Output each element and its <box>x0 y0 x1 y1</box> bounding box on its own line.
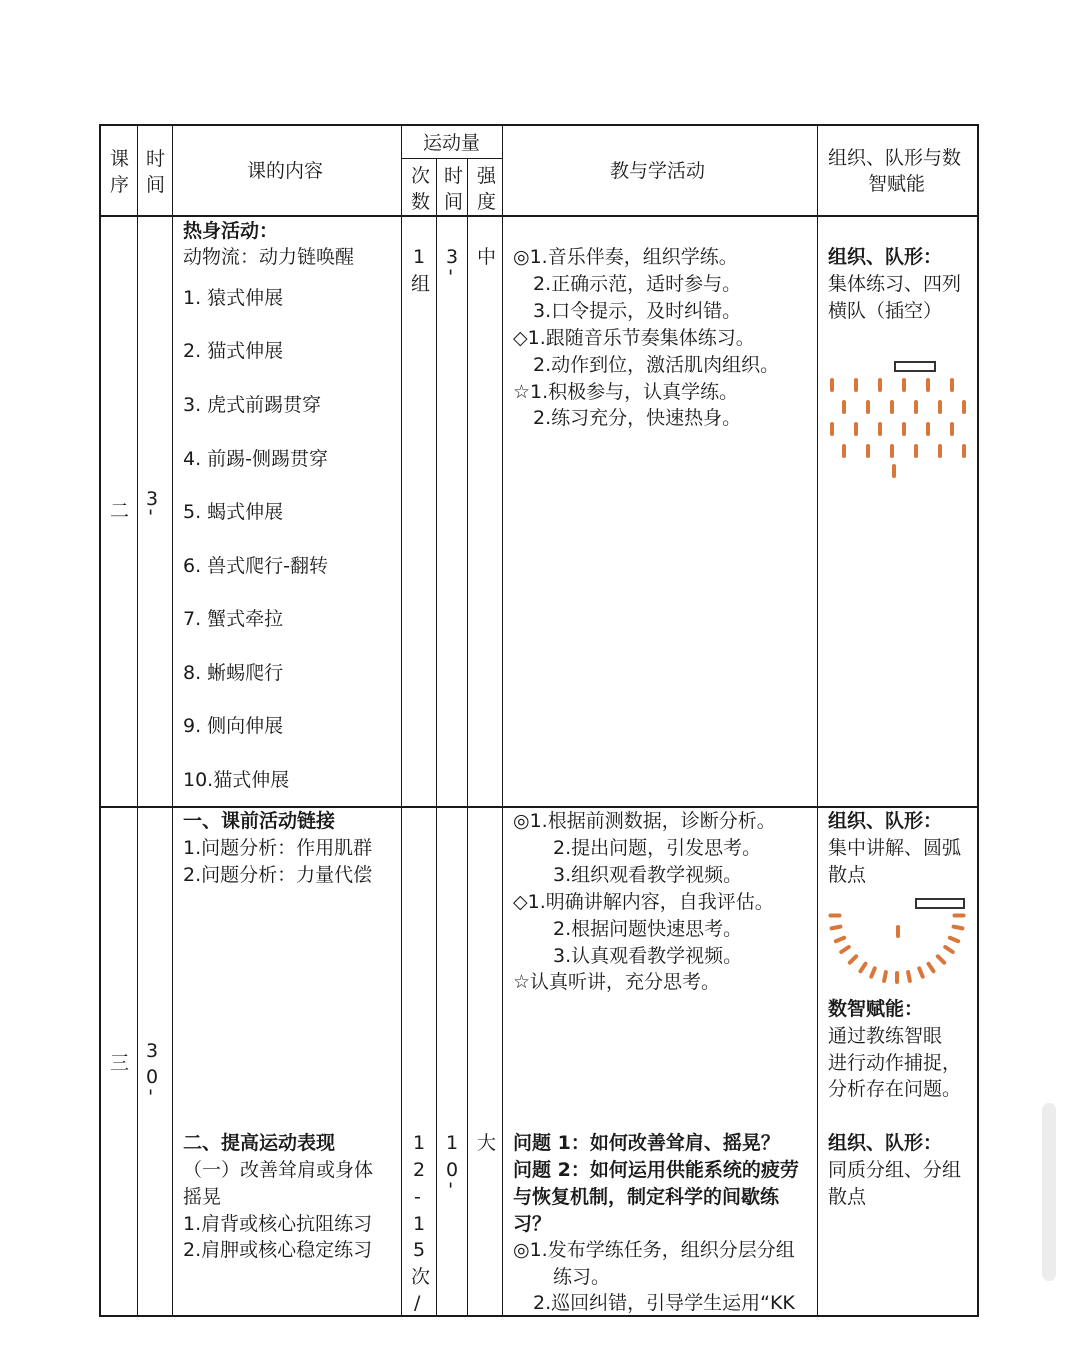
student-figure-icon <box>830 378 834 392</box>
section2-content-title: 热身活动： <box>183 220 279 242</box>
student-figure-icon <box>950 422 954 436</box>
section3-part1-activity: ☆认真听讲，充分思考。 <box>513 971 721 993</box>
section2-item: 4. 前踢-侧踢贯穿 <box>183 448 329 470</box>
student-figure-icon <box>938 444 942 458</box>
section3-part1-item: 1.问题分析：作用肌群 <box>183 837 373 859</box>
section3-ai-line: 进行动作捕捉， <box>828 1052 962 1074</box>
formation-four-rows-diagram <box>830 378 975 478</box>
section2-activity: 2.正确示范，适时参与。 <box>533 273 742 295</box>
section2-duration-2: ' <box>448 266 454 288</box>
student-figure-icon <box>914 400 918 414</box>
section3-part2-duration: 1 <box>446 1132 459 1154</box>
section3-part2-activity: 问题 2：如何运用供能系统的疲劳 <box>513 1159 799 1181</box>
section2-org-line: 集体练习、四列 <box>828 273 962 295</box>
section2-item: 9. 侧向伸展 <box>183 715 284 737</box>
header-org-2: 智赋能 <box>868 173 926 195</box>
student-figure-icon <box>890 400 894 414</box>
section2-item: 10.猫式伸展 <box>183 769 290 791</box>
section3-part2-count: / <box>414 1292 421 1314</box>
section2-item: 5. 蝎式伸展 <box>183 501 284 523</box>
section2-activity: 3.口令提示，及时纠错。 <box>533 300 742 322</box>
col-line-5 <box>467 158 468 1317</box>
section3-part1-activity: 3.认真观看教学视频。 <box>553 945 743 967</box>
section3-ai-title: 数智赋能： <box>828 998 924 1020</box>
student-figure-icon <box>857 961 868 974</box>
section3-part1-activity: ◇1.明确讲解内容，自我评估。 <box>513 891 774 913</box>
student-figure-icon <box>951 924 965 930</box>
student-figure-icon <box>942 945 955 956</box>
section2-item: 1. 猿式伸展 <box>183 287 284 309</box>
student-figure-icon <box>926 961 937 974</box>
section3-part2-sub: （一）改善耸肩或身体 <box>183 1159 374 1181</box>
section2-activity: ☆1.积极参与，认真学练。 <box>513 381 739 403</box>
student-figure-icon <box>854 422 858 436</box>
section3-part1-org-line: 散点 <box>828 864 867 886</box>
section2-count-2: 组 <box>411 273 431 295</box>
student-figure-icon <box>866 400 870 414</box>
col-line-3 <box>401 124 402 1317</box>
student-figure-icon <box>902 422 906 436</box>
section3-time-2: 0 <box>146 1066 159 1088</box>
section3-part2-item: 2.肩胛或核心稳定练习 <box>183 1239 373 1261</box>
header-ke-xu-2: 序 <box>110 174 130 196</box>
section3-part2-org-line: 散点 <box>828 1186 867 1208</box>
section3-part2-activity: 与恢复机制，制定科学的间歇练 <box>513 1186 780 1208</box>
teacher-board-icon <box>915 898 965 909</box>
section3-seq: 三 <box>110 1052 130 1074</box>
student-figure-icon <box>926 378 930 392</box>
section3-part2-count: 5 <box>413 1239 426 1261</box>
student-figure-icon <box>947 935 961 944</box>
student-figure-icon <box>878 378 882 392</box>
section3-part2-count: 1 <box>413 1132 426 1154</box>
section3-part2-activity: ◎1.发布学练任务，组织分层分组 <box>513 1239 795 1261</box>
student-figure-icon <box>890 444 894 458</box>
student-figure-icon <box>847 953 859 965</box>
section3-part2-activity: 2.巡回纠错，引导学生运用“KK <box>533 1292 795 1314</box>
section3-part2-org-line: 同质分组、分组 <box>828 1159 962 1181</box>
section2-content-subtitle: 动物流：动力链唤醒 <box>183 246 355 268</box>
section2-time-2: ' <box>148 506 154 528</box>
section2-time-1: 3 <box>146 488 159 510</box>
student-figure-icon <box>902 378 906 392</box>
teacher-board-icon <box>894 361 936 372</box>
section2-count-1: 1 <box>413 246 426 268</box>
section2-org-line: 横队（插空） <box>828 300 943 322</box>
section3-part1-org-line: 集中讲解、圆弧 <box>828 837 962 859</box>
student-figure-icon <box>866 444 870 458</box>
section2-org-title: 组织、队形： <box>828 246 943 268</box>
col-line-2 <box>172 124 173 1317</box>
section3-part1-activity: 3.组织观看教学视频。 <box>553 864 743 886</box>
student-figure-icon <box>869 966 878 980</box>
section2-item: 2. 猫式伸展 <box>183 340 284 362</box>
scrollbar-thumb[interactable] <box>1042 1103 1056 1281</box>
section3-time-3: ' <box>148 1086 154 1108</box>
student-figure-icon <box>830 422 834 436</box>
header-shi-jian-1: 时 <box>146 148 166 170</box>
section2-seq: 二 <box>110 500 130 522</box>
section3-part2-count: - <box>414 1186 421 1208</box>
section2-item: 6. 兽式爬行-翻转 <box>183 555 329 577</box>
col-line-8 <box>977 124 979 1317</box>
section3-time-1: 3 <box>146 1040 159 1062</box>
section3-part1-activity: 2.根据问题快速思考。 <box>553 918 743 940</box>
col-line-7 <box>817 124 818 1317</box>
section2-activity: ◎1.音乐伴奏，组织学练。 <box>513 246 738 268</box>
student-figure-icon <box>962 444 966 458</box>
student-figure-icon <box>950 378 954 392</box>
table-border-top <box>99 124 979 126</box>
section3-part1-activity: 2.提出问题，引发思考。 <box>553 837 762 859</box>
student-figure-icon <box>935 953 947 965</box>
header-ke-xu-1: 课 <box>110 148 130 170</box>
header-content: 课的内容 <box>247 160 324 182</box>
header-org-1: 组织、队形与数 <box>828 147 962 169</box>
header-shi-jian-2: 间 <box>146 174 166 196</box>
section3-ai-line: 分析存在问题。 <box>828 1078 962 1100</box>
student-figure-icon <box>839 945 852 956</box>
section2-item: 8. 蜥蜴爬行 <box>183 662 284 684</box>
student-figure-icon <box>829 914 842 918</box>
student-figure-icon <box>916 966 925 980</box>
section3-part2-duration: 0 <box>446 1159 459 1181</box>
col-line-0 <box>99 124 101 1317</box>
section2-activity: 2.练习充分，快速热身。 <box>533 407 742 429</box>
student-figure-icon <box>854 378 858 392</box>
section3-part1-org-title: 组织、队形： <box>828 810 943 832</box>
section2-intensity: 中 <box>477 246 497 268</box>
section3-part2-intensity: 大 <box>477 1132 497 1154</box>
student-figure-icon <box>926 422 930 436</box>
student-figure-icon <box>953 914 966 918</box>
header-intensity-1: 强 <box>477 165 497 187</box>
col-line-6 <box>502 124 503 1317</box>
section3-part1-title: 一、课前活动链接 <box>183 810 336 832</box>
header-divider <box>99 215 979 217</box>
section3-part2-count: 次 <box>411 1266 431 1288</box>
load-subheader-divider <box>401 158 502 159</box>
section2-activity: 2.动作到位，激活肌肉组织。 <box>533 354 780 376</box>
section3-part2-activity: 习？ <box>513 1213 552 1235</box>
section3-part2-item: 1.肩背或核心抗阻练习 <box>183 1213 373 1235</box>
section3-part2-activity: 练习。 <box>553 1266 611 1288</box>
section3-part2-sub: 摇晃 <box>183 1186 222 1208</box>
section3-part2-count: 1 <box>413 1213 426 1235</box>
header-time-2: 间 <box>444 191 464 213</box>
section3-part1-item: 2.问题分析：力量代偿 <box>183 864 373 886</box>
section3-part2-count: 2 <box>413 1159 426 1181</box>
section3-part1-activity: ◎1.根据前测数据，诊断分析。 <box>513 810 776 832</box>
header-count-1: 次 <box>411 165 431 187</box>
student-figure-icon <box>829 924 843 930</box>
header-activity: 教与学活动 <box>610 160 706 182</box>
student-figure-icon <box>962 400 966 414</box>
student-figure-icon <box>895 971 899 984</box>
col-line-4 <box>436 158 437 1317</box>
section3-part2-title: 二、提高运动表现 <box>183 1132 336 1154</box>
section2-item: 3. 虎式前踢贯穿 <box>183 394 322 416</box>
section2-activity: ◇1.跟随音乐节奏集体练习。 <box>513 327 755 349</box>
student-figure-icon <box>938 400 942 414</box>
col-line-1 <box>137 124 138 1317</box>
header-load: 运动量 <box>423 132 481 154</box>
teacher-figure-icon <box>896 925 900 938</box>
header-time-1: 时 <box>444 165 464 187</box>
student-figure-icon <box>906 970 912 984</box>
student-figure-icon <box>882 970 888 984</box>
section3-part2-duration: ' <box>448 1179 454 1201</box>
student-figure-icon <box>914 444 918 458</box>
formation-arc-diagram <box>822 915 972 995</box>
student-figure-icon <box>878 422 882 436</box>
section2-item: 7. 蟹式牵拉 <box>183 608 284 630</box>
header-count-2: 数 <box>411 191 431 213</box>
section3-ai-line: 通过教练智眼 <box>828 1025 943 1047</box>
section2-duration-1: 3 <box>446 246 459 268</box>
header-intensity-2: 度 <box>477 191 497 213</box>
student-figure-icon <box>833 935 847 944</box>
student-figure-icon <box>842 400 846 414</box>
teacher-figure-icon <box>892 464 896 478</box>
section3-part2-activity: 问题 1：如何改善耸肩、摇晃？ <box>513 1132 780 1154</box>
section3-part2-org-title: 组织、队形： <box>828 1132 943 1154</box>
student-figure-icon <box>842 444 846 458</box>
